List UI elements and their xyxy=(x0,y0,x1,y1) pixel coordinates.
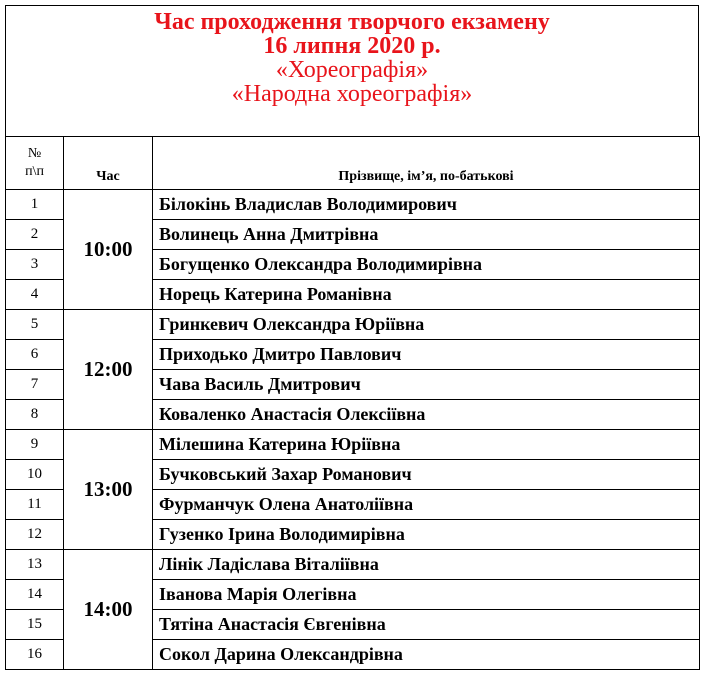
student-name: Мілешина Катерина Юріївна xyxy=(153,430,700,460)
student-name: Чава Василь Дмитрович xyxy=(153,370,700,400)
student-name: Фурманчук Олена Анатоліївна xyxy=(153,490,700,520)
column-header-number-top: № xyxy=(27,146,42,161)
title-line-3: «Хореографія» xyxy=(275,57,429,83)
row-number: 11 xyxy=(6,490,64,520)
row-number: 9 xyxy=(6,430,64,460)
time-slot: 10:00 xyxy=(64,190,153,310)
row-number: 13 xyxy=(6,550,64,580)
row-number: 3 xyxy=(6,250,64,280)
student-name: Сокол Дарина Олександрівна xyxy=(153,640,700,670)
time-slot: 13:00 xyxy=(64,430,153,550)
title-line-1: Час проходження творчого екзамену xyxy=(154,9,550,35)
row-number: 6 xyxy=(6,340,64,370)
row-number: 4 xyxy=(6,280,64,310)
student-name: Норець Катерина Романівна xyxy=(153,280,700,310)
column-header-time: Час xyxy=(64,137,153,190)
row-number: 7 xyxy=(6,370,64,400)
student-name: Волинець Анна Дмитрівна xyxy=(153,220,700,250)
student-name: Білокінь Владислав Володимирович xyxy=(153,190,700,220)
row-number: 10 xyxy=(6,460,64,490)
time-slot: 14:00 xyxy=(64,550,153,670)
row-number: 5 xyxy=(6,310,64,340)
student-name: Приходько Дмитро Павлович xyxy=(153,340,700,370)
student-name: Лінік Ладіслава Віталіївна xyxy=(153,550,700,580)
title-line-4: «Народна хореографія» xyxy=(231,81,473,107)
row-number: 14 xyxy=(6,580,64,610)
student-name: Іванова Марія Олегівна xyxy=(153,580,700,610)
row-number: 2 xyxy=(6,220,64,250)
row-number: 15 xyxy=(6,610,64,640)
row-number: 8 xyxy=(6,400,64,430)
student-name: Коваленко Анастасія Олексіївна xyxy=(153,400,700,430)
exam-schedule-document xyxy=(5,5,699,670)
column-header-name: Прізвище, ім’я, по-батькові xyxy=(153,137,700,190)
table-row xyxy=(6,310,700,340)
table-row xyxy=(6,190,700,220)
column-header-number-bottom: п\п xyxy=(25,164,44,179)
schedule-table xyxy=(5,136,700,670)
title-line-2: 16 липня 2020 р. xyxy=(263,33,441,59)
table-row xyxy=(6,550,700,580)
title-block xyxy=(5,5,699,136)
student-name: Тятіна Анастасія Євгенівна xyxy=(153,610,700,640)
column-header-number xyxy=(6,137,64,190)
student-name: Гринкевич Олександра Юріївна xyxy=(153,310,700,340)
table-header-row xyxy=(6,137,700,190)
table-row xyxy=(6,430,700,460)
student-name: Богущенко Олександра Володимирівна xyxy=(153,250,700,280)
row-number: 1 xyxy=(6,190,64,220)
row-number: 16 xyxy=(6,640,64,670)
time-slot: 12:00 xyxy=(64,310,153,430)
row-number: 12 xyxy=(6,520,64,550)
student-name: Бучковський Захар Романович xyxy=(153,460,700,490)
student-name: Гузенко Ірина Володимирівна xyxy=(153,520,700,550)
